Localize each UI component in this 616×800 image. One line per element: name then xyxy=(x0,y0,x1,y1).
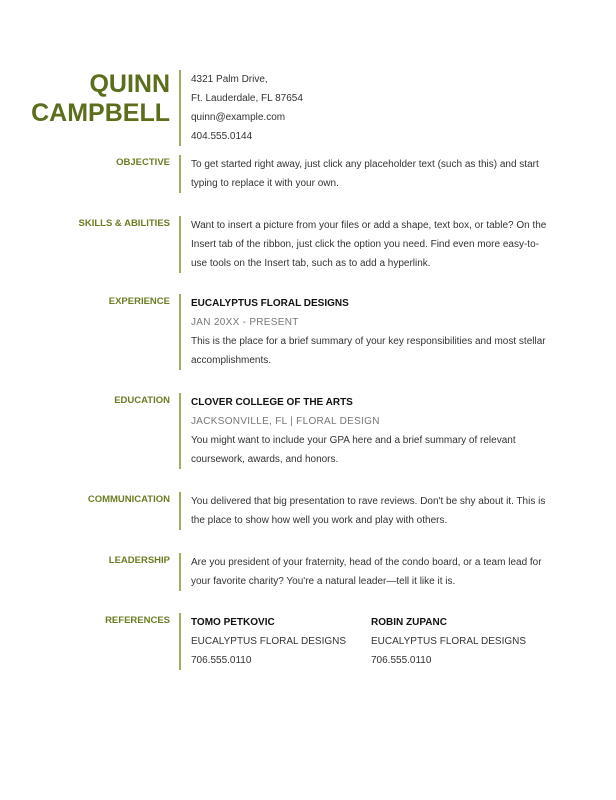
reference-company: EUCALYPTUS FLORAL DESIGNS xyxy=(191,636,347,647)
divider xyxy=(179,613,181,670)
dates: JAN 20XX - PRESENT xyxy=(191,317,299,328)
school: CLOVER COLLEGE OF THE ARTS xyxy=(191,397,353,408)
education-section xyxy=(0,393,616,469)
divider xyxy=(179,492,181,530)
phone: 404.555.0144 xyxy=(191,131,253,142)
skills-section xyxy=(0,216,616,273)
section-label: OBJECTIVE xyxy=(116,157,170,168)
experience-text: This is the place for a brief summary of your key responsibilities and most stellar accomplishments. xyxy=(191,336,546,366)
leadership-text: Are you president of your fraternity, head of the condo board, or a team lead for your favorite charity? You're a natural leader—tell it like it is. xyxy=(191,557,542,587)
experience-section xyxy=(0,294,616,370)
reference-company: EUCALYPTUS FLORAL DESIGNS xyxy=(371,636,527,647)
address-line2: Ft. Lauderdale, FL 87654 xyxy=(191,93,303,104)
objective-section xyxy=(0,155,616,193)
section-label: SKILLS & ABILITIES xyxy=(78,218,170,229)
company: EUCALYPTUS FLORAL DESIGNS xyxy=(191,298,349,309)
references-section xyxy=(0,613,616,670)
reference-name: ROBIN ZUPANC xyxy=(371,617,447,628)
divider xyxy=(179,393,181,469)
objective-text: To get started right away, just click any placeholder text (such as this) and start typing to replace it with your own. xyxy=(191,159,539,189)
divider xyxy=(179,70,181,146)
first-name: QUINN xyxy=(89,70,170,98)
divider xyxy=(179,294,181,370)
communication-text: You delivered that big presentation to rave reviews. Don't be shy about it. This is the place to show how well you work and play with others. xyxy=(191,496,546,526)
section-label: EXPERIENCE xyxy=(108,296,170,307)
divider xyxy=(179,216,181,273)
reference-item xyxy=(191,613,371,670)
school-detail: JACKSONVILLE, FL | FLORAL DESIGN xyxy=(191,416,380,427)
education-text: You might want to include your GPA here and a brief summary of relevant coursework, awards, and honors. xyxy=(191,435,516,465)
header-section xyxy=(0,70,616,146)
leadership-section xyxy=(0,553,616,591)
divider xyxy=(179,155,181,193)
reference-phone: 706.555.0110 xyxy=(191,655,252,666)
last-name: CAMPBELL xyxy=(31,99,170,127)
skills-text: Want to insert a picture from your files or add a shape, text box, or table? On the Insert tab of the ribbon, just click the option you need. Find even more easy-to-use tools on the Insert tab, such as to add a hyperlink. xyxy=(191,220,547,269)
section-label: LEADERSHIP xyxy=(108,555,170,566)
divider xyxy=(179,553,181,591)
name xyxy=(0,70,170,146)
contact-info xyxy=(191,70,551,146)
section-label: EDUCATION xyxy=(114,395,170,406)
email: quinn@example.com xyxy=(191,112,286,123)
section-label: REFERENCES xyxy=(105,615,170,626)
reference-phone: 706.555.0110 xyxy=(371,655,432,666)
section-label: COMMUNICATION xyxy=(87,494,170,505)
reference-name: TOMO PETKOVIC xyxy=(191,617,275,628)
reference-item xyxy=(371,613,551,670)
communication-section xyxy=(0,492,616,530)
address-line1: 4321 Palm Drive, xyxy=(191,74,268,85)
